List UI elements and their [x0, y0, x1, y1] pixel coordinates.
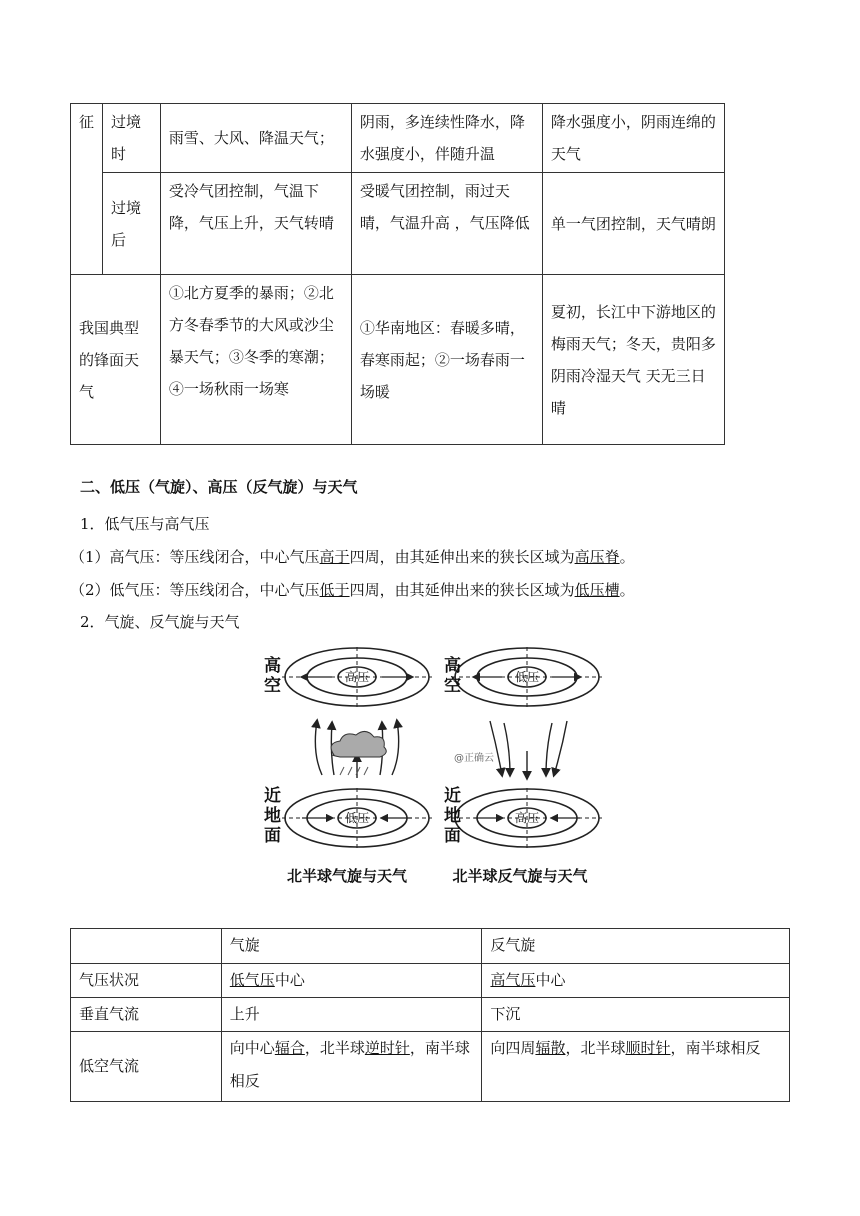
subheading-1: 1．低气压与高气压 [80, 515, 210, 533]
cell-cold-passing: 雨雪、大风、降温天气； [160, 104, 351, 173]
row-label-vertical: 垂直气流 [71, 998, 222, 1032]
cyclone-comparison-table [70, 928, 790, 1102]
center-label: 高压 [344, 670, 370, 684]
row-label-passing: 过境时 [103, 104, 161, 173]
cell-cold-typical: ①北方夏季的暴雨；②北方冬春季节的大风或沙尘暴天气；③冬季的寒潮；④一场秋雨一场寒 [160, 275, 351, 445]
center-label: 高压 [514, 811, 540, 825]
cell-cold-after: 受冷气团控制，气温下降，气压上升，天气转晴 [160, 173, 351, 275]
front-weather-table [70, 103, 725, 445]
cyclone-diagram [262, 643, 602, 893]
table-row [71, 1032, 790, 1102]
lower-label-left: 近地面 [264, 786, 281, 846]
caption-anticyclone: 北半球反气旋与天气 [452, 867, 588, 885]
row-label-typical: 我国典型的锋面天气 [71, 275, 161, 445]
cell-cyclone-vertical: 上升 [221, 998, 482, 1032]
subheading-2: 2．气旋、反气旋与天气 [80, 613, 240, 631]
cell-warm-typical: ①华南地区：春暖多晴，春寒雨起；②一场春雨一场暖 [351, 275, 542, 445]
cell-warm-passing: 阴雨，多连续性降水，降水强度小，伴随升温 [351, 104, 542, 173]
caption-cyclone: 北半球气旋与天气 [286, 867, 408, 885]
cell-cyclone-low-level: 向中心辐合，北半球逆时针，南半球相反 [221, 1032, 482, 1102]
cell-anticyclone-vertical: 下沉 [482, 998, 790, 1032]
section-heading: 二、低压（气旋）、高压（反气旋）与天气 [80, 478, 358, 496]
row-header-cont: 征 [71, 104, 103, 275]
watermark: @正确云 [454, 753, 494, 764]
paragraph-high-pressure: （1）高气压：等压线闭合，中心气压高于四周，由其延伸出来的狭长区域为高压脊。 [70, 548, 635, 566]
table-row [71, 998, 790, 1032]
cell-stationary-typical: 夏初，长江中下游地区的梅雨天气；冬天，贵阳多阴雨冷湿天气 天无三日晴 [542, 275, 724, 445]
table-row [71, 929, 790, 964]
table-row [71, 104, 725, 173]
paragraph-low-pressure: （2）低气压：等压线闭合，中心气压低于四周，由其延伸出来的狭长区域为低压槽。 [70, 581, 635, 599]
row-label-after: 过境后 [103, 173, 161, 275]
center-label: 低压 [344, 811, 370, 825]
cyclone-anticyclone-figure [262, 643, 602, 893]
center-label: 低压 [514, 670, 540, 684]
header-empty [71, 929, 222, 964]
table-row [71, 275, 725, 445]
cell-anticyclone-low-level: 向四周辐散，北半球顺时针，南半球相反 [482, 1032, 790, 1102]
row-label-low-level: 低空气流 [71, 1032, 222, 1102]
table-row [71, 964, 790, 998]
header-cyclone: 气旋 [221, 929, 482, 964]
cell-warm-after: 受暖气团控制，雨过天晴，气温升高 ，气压降低 [351, 173, 542, 275]
upper-label-left: 高空 [264, 656, 281, 696]
cell-stationary-passing: 降水强度小，阴雨连绵的天气 [542, 104, 724, 173]
cell-stationary-after: 单一气团控制，天气晴朗 [542, 173, 724, 275]
header-anticyclone: 反气旋 [482, 929, 790, 964]
row-label-pressure: 气压状况 [71, 964, 222, 998]
lower-label-right: 近地面 [444, 786, 461, 846]
cell-cyclone-pressure: 低气压中心 [221, 964, 482, 998]
table-row [71, 173, 725, 275]
upper-label-right: 高空 [444, 656, 461, 696]
cell-anticyclone-pressure: 高气压中心 [482, 964, 790, 998]
